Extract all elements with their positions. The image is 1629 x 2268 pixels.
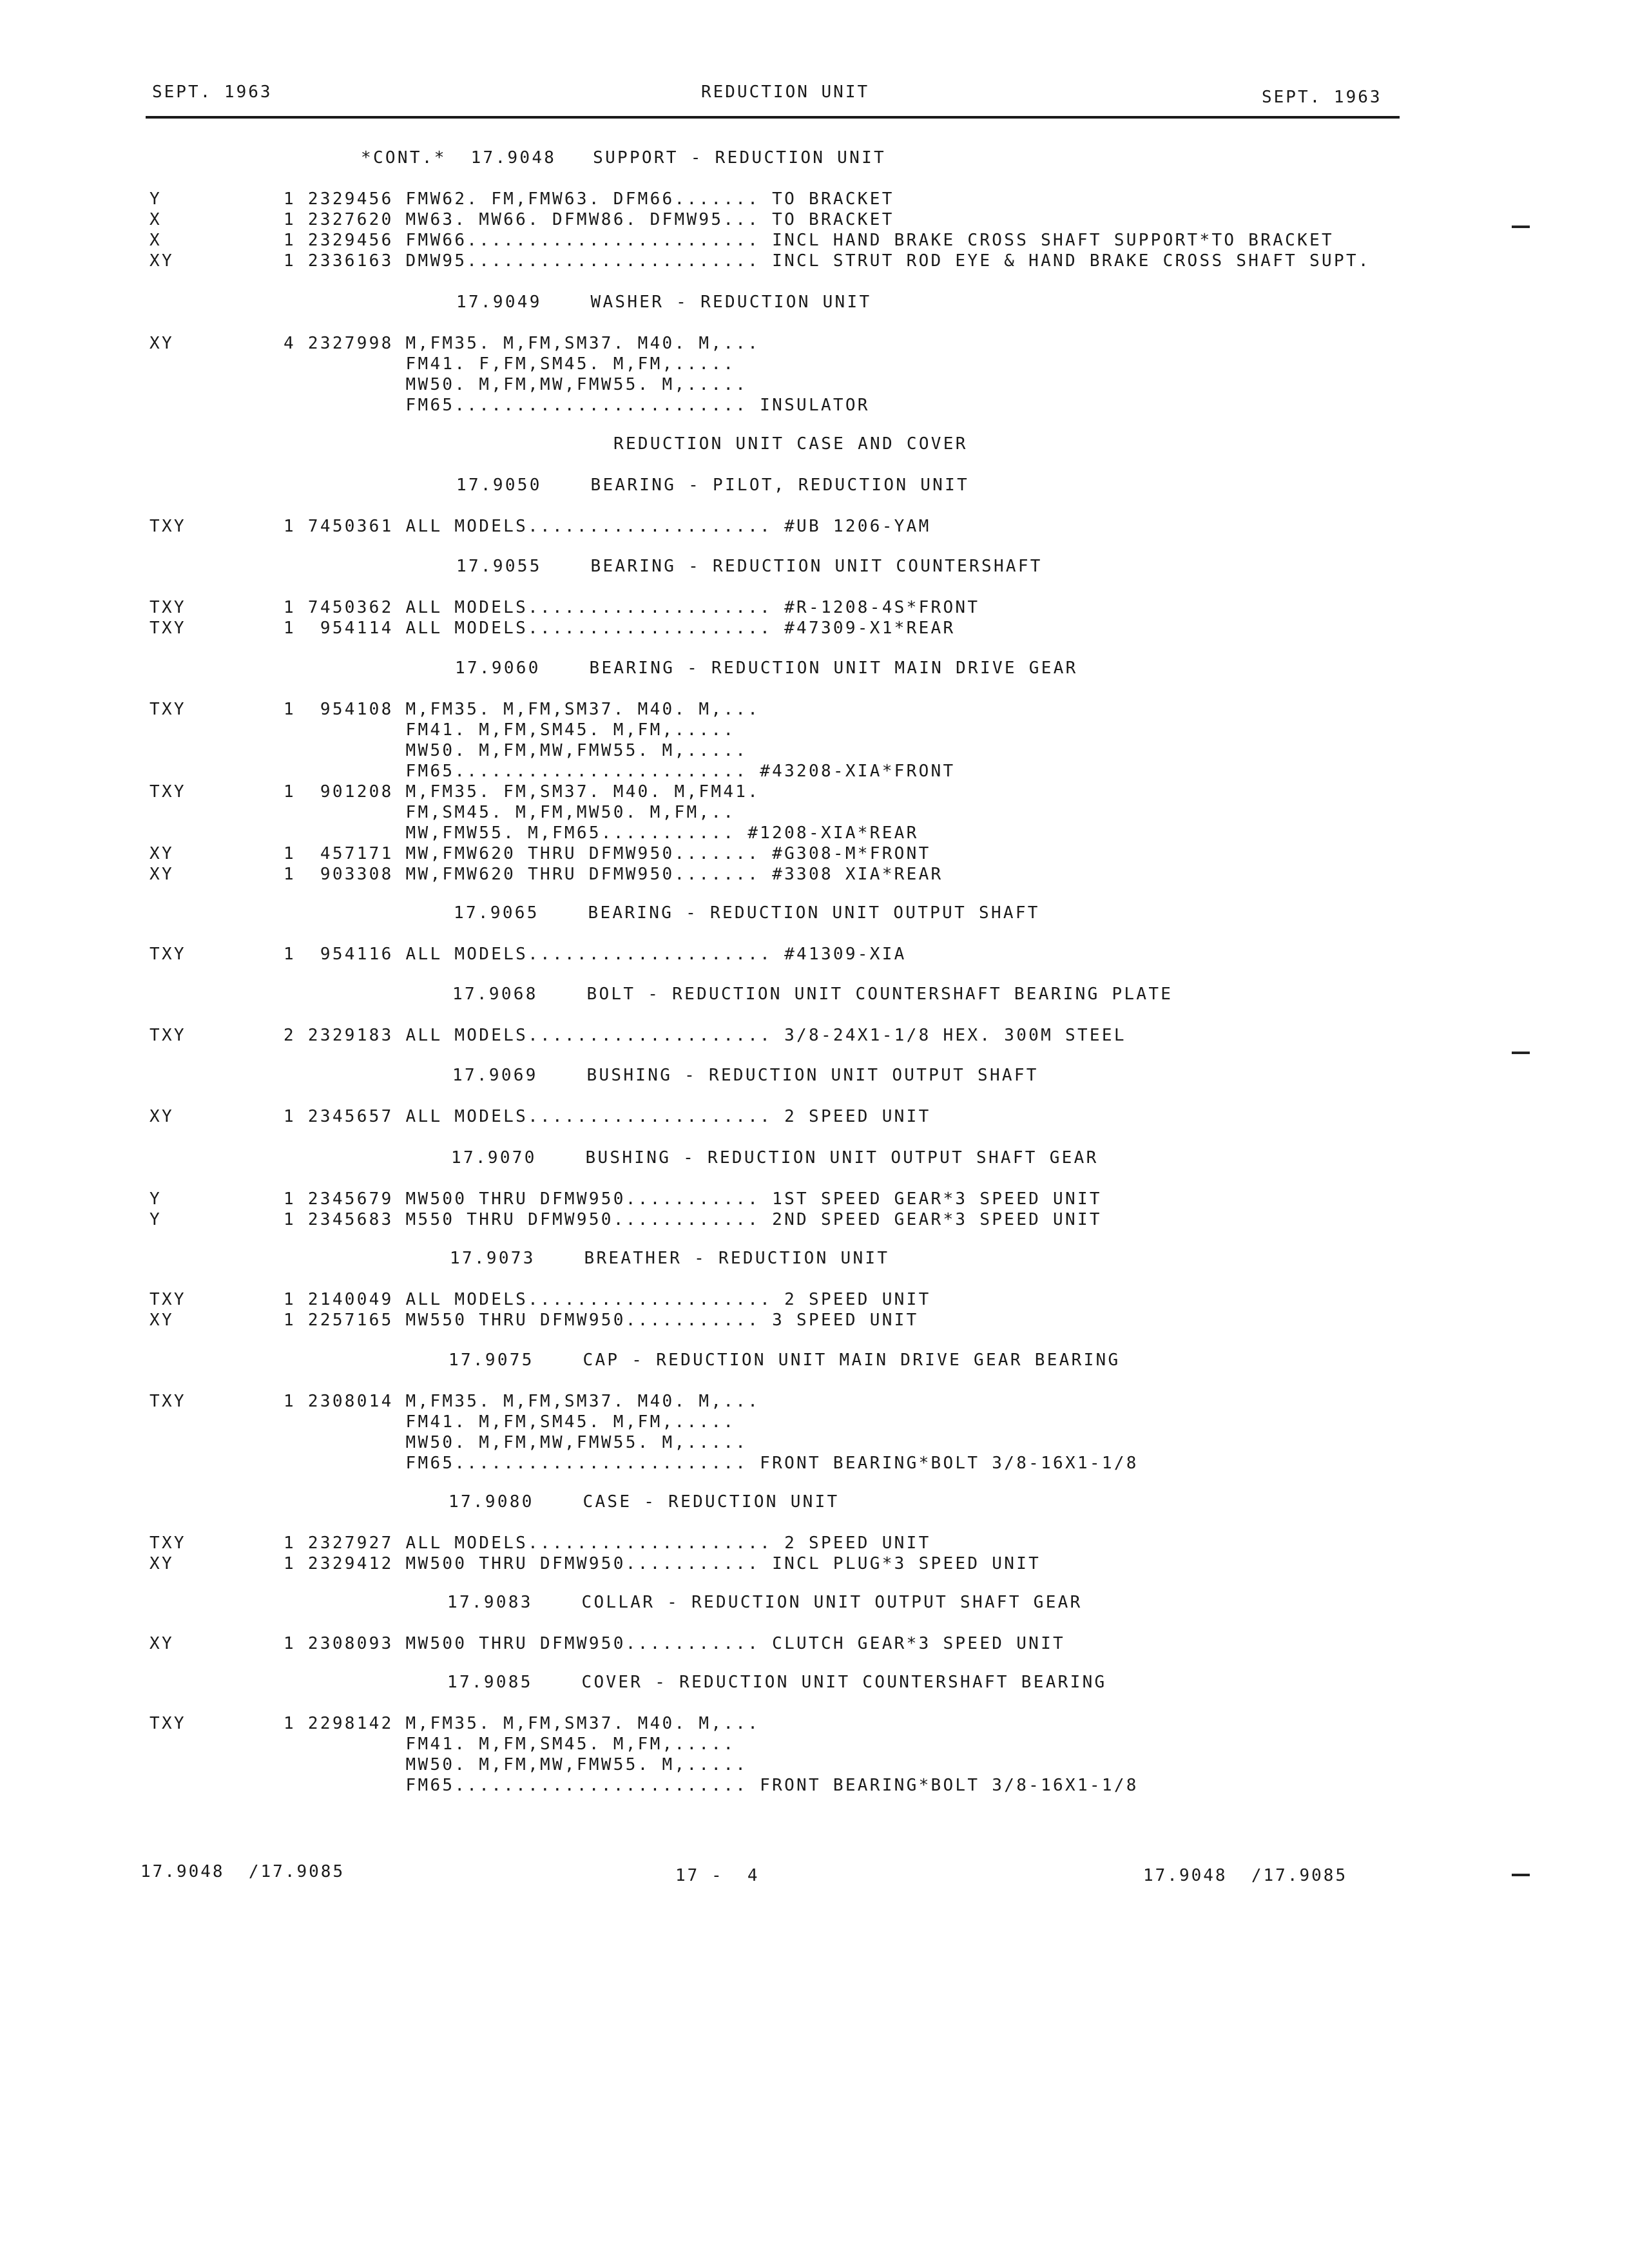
model-code: TXY bbox=[149, 1290, 186, 1309]
part-description: 1 2345657 ALL MODELS.................... 2 SPEED UNIT bbox=[284, 1107, 931, 1126]
part-description: 1 954114 ALL MODELS.................... #47309-X1*REAR bbox=[284, 619, 956, 638]
part-description: 1 2140049 ALL MODELS.................... 2 SPEED UNIT bbox=[284, 1290, 931, 1309]
margin-mark bbox=[1512, 1052, 1530, 1054]
margin-mark bbox=[1512, 1874, 1530, 1876]
model-code: XY bbox=[149, 844, 174, 863]
part-description: MW50. M,FM,MW,FMW55. M,..... bbox=[284, 375, 748, 394]
part-description: 1 2308093 MW500 THRU DFMW950........... CLUTCH GEAR*3 SPEED UNIT bbox=[284, 1634, 1066, 1653]
model-code: TXY bbox=[149, 1392, 186, 1411]
margin-mark bbox=[1512, 226, 1530, 228]
header-rule bbox=[146, 116, 1400, 119]
part-description: FM65........................ INSULATOR bbox=[284, 396, 870, 415]
section-title: 17.9055 BEARING - REDUCTION UNIT COUNTERSHAFT bbox=[456, 557, 1043, 576]
part-description: 1 903308 MW,FMW620 THRU DFMW950....... #3308 XIA*REAR bbox=[284, 865, 943, 884]
part-description: FM,SM45. M,FM,MW50. M,FM,.. bbox=[284, 803, 736, 822]
part-description: FM41. M,FM,SM45. M,FM,..... bbox=[284, 1735, 736, 1754]
model-code: TXY bbox=[149, 700, 186, 719]
model-code: XY bbox=[149, 865, 174, 884]
section-title: 17.9075 CAP - REDUCTION UNIT MAIN DRIVE GEAR BEARING bbox=[448, 1350, 1121, 1370]
section-title: *CONT.* 17.9048 SUPPORT - REDUCTION UNIT bbox=[361, 148, 886, 168]
model-code: TXY bbox=[149, 945, 186, 964]
model-code: TXY bbox=[149, 619, 186, 638]
part-description: 1 2329412 MW500 THRU DFMW950........... INCL PLUG*3 SPEED UNIT bbox=[284, 1554, 1041, 1573]
model-code: Y bbox=[149, 1189, 162, 1209]
part-description: 1 2308014 M,FM35. M,FM,SM37. M40. M,... bbox=[284, 1392, 760, 1411]
header-date-left: SEPT. 1963 bbox=[152, 82, 273, 102]
footer-range-right: 17.9048 /17.9085 bbox=[1143, 1866, 1348, 1885]
part-description: 2 2329183 ALL MODELS.................... 3/8-24X1-1/8 HEX. 300M STEEL bbox=[284, 1026, 1126, 1045]
part-description: 1 7450361 ALL MODELS.................... #UB 1206-YAM bbox=[284, 517, 931, 536]
part-description: MW50. M,FM,MW,FMW55. M,..... bbox=[284, 1433, 748, 1452]
part-description: 1 2257165 MW550 THRU DFMW950........... 3 SPEED UNIT bbox=[284, 1311, 919, 1330]
section-title: 17.9073 BREATHER - REDUCTION UNIT bbox=[450, 1249, 890, 1268]
section-title: 17.9069 BUSHING - REDUCTION UNIT OUTPUT SHAFT bbox=[452, 1066, 1039, 1085]
model-code: TXY bbox=[149, 1714, 186, 1733]
part-description: 1 954116 ALL MODELS.................... #41309-XIA bbox=[284, 945, 907, 964]
section-title: 17.9085 COVER - REDUCTION UNIT COUNTERSHAFT BEARING bbox=[447, 1673, 1107, 1692]
section-title: 17.9080 CASE - REDUCTION UNIT bbox=[448, 1492, 840, 1512]
part-description: 1 2345679 MW500 THRU DFMW950........... 1ST SPEED GEAR*3 SPEED UNIT bbox=[284, 1189, 1102, 1209]
part-description: 1 2345683 M550 THRU DFMW950............ 2ND SPEED GEAR*3 SPEED UNIT bbox=[284, 1210, 1102, 1229]
model-code: TXY bbox=[149, 1026, 186, 1045]
part-description: FM41. F,FM,SM45. M,FM,..... bbox=[284, 354, 736, 374]
section-title: 17.9068 BOLT - REDUCTION UNIT COUNTERSHAFT BEARING PLATE bbox=[452, 985, 1173, 1004]
model-code: Y bbox=[149, 189, 162, 209]
part-description: 1 7450362 ALL MODELS.................... #R-1208-4S*FRONT bbox=[284, 598, 980, 617]
model-code: X bbox=[149, 231, 162, 250]
part-description: 4 2327998 M,FM35. M,FM,SM37. M40. M,... bbox=[284, 334, 760, 353]
model-code: TXY bbox=[149, 598, 186, 617]
part-description: 1 901208 M,FM35. FM,SM37. M40. M,FM41. bbox=[284, 782, 760, 802]
part-description: 1 2298142 M,FM35. M,FM,SM37. M40. M,... bbox=[284, 1714, 760, 1733]
part-description: 1 2336163 DMW95........................ INCL STRUT ROD EYE & HAND BRAKE CROSS SHAFT SUPT. bbox=[284, 251, 1371, 271]
part-description: 1 2329456 FMW66........................ INCL HAND BRAKE CROSS SHAFT SUPPORT*TO BRACKET bbox=[284, 231, 1334, 250]
section-title: 17.9083 COLLAR - REDUCTION UNIT OUTPUT SHAFT GEAR bbox=[447, 1593, 1083, 1612]
section-title: 17.9065 BEARING - REDUCTION UNIT OUTPUT SHAFT bbox=[454, 903, 1040, 923]
part-description: 1 954108 M,FM35. M,FM,SM37. M40. M,... bbox=[284, 700, 760, 719]
section-title: 17.9049 WASHER - REDUCTION UNIT bbox=[456, 293, 872, 312]
model-code: XY bbox=[149, 1107, 174, 1126]
model-code: XY bbox=[149, 251, 174, 271]
model-code: TXY bbox=[149, 517, 186, 536]
footer-range-left: 17.9048 /17.9085 bbox=[140, 1862, 345, 1881]
model-code: Y bbox=[149, 1210, 162, 1229]
part-description: FM65........................ #43208-XIA*FRONT bbox=[284, 762, 956, 781]
section-title: 17.9060 BEARING - REDUCTION UNIT MAIN DRIVE GEAR bbox=[455, 658, 1078, 678]
model-code: XY bbox=[149, 1634, 174, 1653]
section-title: 17.9070 BUSHING - REDUCTION UNIT OUTPUT SHAFT GEAR bbox=[451, 1148, 1099, 1168]
part-description: FM41. M,FM,SM45. M,FM,..... bbox=[284, 1412, 736, 1432]
part-description: FM65........................ FRONT BEARING*BOLT 3/8-16X1-1/8 bbox=[284, 1776, 1139, 1795]
footer-page-number: 17 - 4 bbox=[675, 1866, 760, 1885]
model-code: XY bbox=[149, 1311, 174, 1330]
model-code: XY bbox=[149, 334, 174, 353]
part-description: 1 2327620 MW63. MW66. DFMW86. DFMW95... TO BRACKET bbox=[284, 210, 894, 229]
part-description: 1 457171 MW,FMW620 THRU DFMW950....... #G308-M*FRONT bbox=[284, 844, 931, 863]
section-title: 17.9050 BEARING - PILOT, REDUCTION UNIT bbox=[456, 476, 970, 495]
header-date-right: SEPT. 1963 bbox=[1262, 88, 1382, 107]
part-description: FM65........................ FRONT BEARING*BOLT 3/8-16X1-1/8 bbox=[284, 1454, 1139, 1473]
part-description: MW,FMW55. M,FM65........... #1208-XIA*REAR bbox=[284, 823, 919, 843]
part-description: MW50. M,FM,MW,FMW55. M,..... bbox=[284, 741, 748, 760]
model-code: TXY bbox=[149, 782, 186, 802]
header-title: REDUCTION UNIT bbox=[701, 82, 870, 102]
model-code: X bbox=[149, 210, 162, 229]
model-code: XY bbox=[149, 1554, 174, 1573]
part-description: 1 2329456 FMW62. FM,FMW63. DFM66....... TO BRACKET bbox=[284, 189, 894, 209]
part-description: 1 2327927 ALL MODELS.................... 2 SPEED UNIT bbox=[284, 1533, 931, 1553]
model-code: TXY bbox=[149, 1533, 186, 1553]
part-description: MW50. M,FM,MW,FMW55. M,..... bbox=[284, 1755, 748, 1774]
part-description: FM41. M,FM,SM45. M,FM,..... bbox=[284, 720, 736, 740]
section-title: REDUCTION UNIT CASE AND COVER bbox=[613, 434, 968, 454]
